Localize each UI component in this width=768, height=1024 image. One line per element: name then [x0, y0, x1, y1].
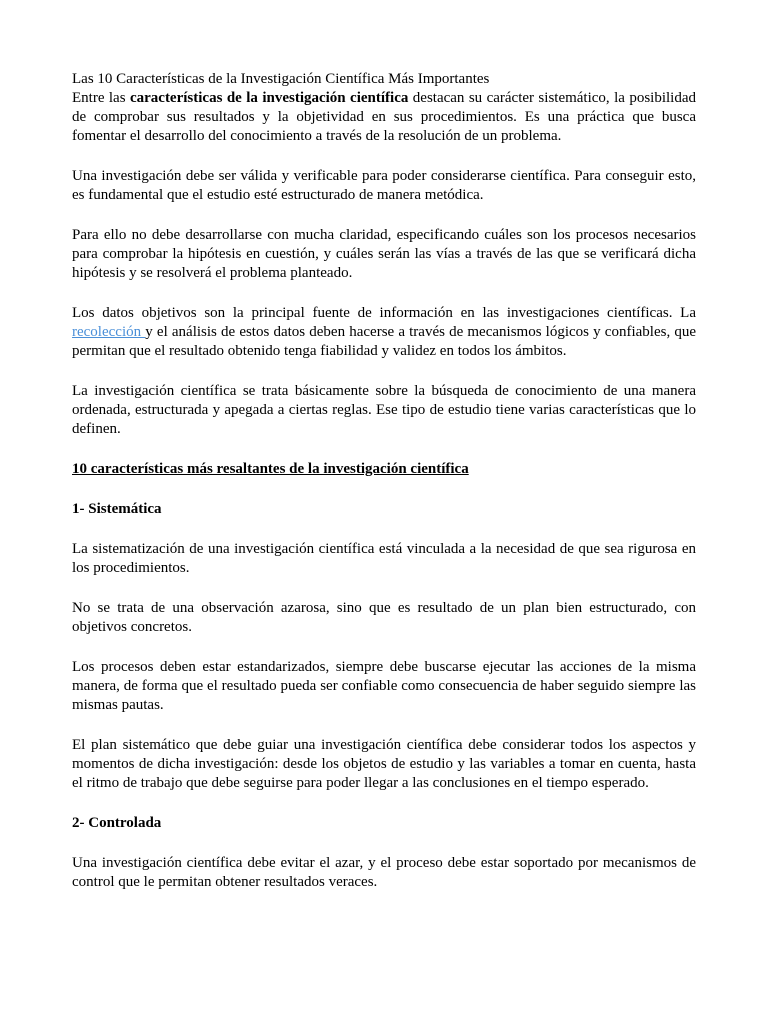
sistematica-paragraph-3: Los procesos deben estar estandarizados, siempre debe buscarse ejecutar las acciones de la misma manera, de forma que el resultado pueda ser confiable como consecuencia de haber seguido siempre las mismas pautas. [72, 659, 696, 713]
paragraph-objective-data [72, 304, 696, 361]
document-title: Las 10 Características de la Investigación Científica Más Importantes [72, 71, 490, 87]
section-heading-sistematica: 1- Sistemática [72, 501, 162, 517]
paragraph-validity: Una investigación debe ser válida y verificable para poder considerarse científica. Para conseguir esto, es fundamental que el estudio esté estructurado de manera metódica. [72, 168, 696, 203]
intro-text-end: destacan su carácter sistemático, la posibilidad de comprobar sus resultados y la objetividad en sus procedimientos. Es una práctica que busca fomentar el desarrollo del conocimiento a través de la resolución de un problema. [72, 90, 696, 144]
intro-bold-term: características de la investigación científica [129, 90, 409, 106]
controlada-paragraph-1: Una investigación científica debe evitar el azar, y el proceso debe estar soportado por mecanismos de control que le permitan obtener resultados veraces. [72, 855, 696, 890]
list-heading: 10 características más resaltantes de la investigación científica [72, 461, 469, 477]
recoleccion-link[interactable]: recolección [72, 324, 146, 340]
intro-paragraph [72, 89, 696, 146]
intro-text-start: Entre las [72, 90, 130, 106]
paragraph-definition: La investigación científica se trata básicamente sobre la búsqueda de conocimiento de una manera ordenada, estructurada y apegada a ciertas reglas. Ese tipo de estudio tiene varias características que lo definen. [72, 383, 696, 437]
section-heading-controlada: 2- Controlada [72, 815, 162, 831]
sistematica-paragraph-1: La sistematización de una investigación científica está vinculada a la necesidad de que sea rigurosa en los procedimientos. [72, 541, 696, 576]
sistematica-paragraph-4: El plan sistemático que debe guiar una investigación científica debe considerar todos los aspectos y momentos de dicha investigación: desde los objetos de estudio y las variables a tomar en cuenta, hasta el ritmo de trabajo que debe seguirse para poder llegar a las conclusiones en el tiempo esperado. [72, 737, 696, 791]
objective-data-text-end: y el análisis de estos datos deben hacerse a través de mecanismos lógicos y confiables, que permitan que el resultado obtenido tenga fiabilidad y validez en todos los ámbitos. [72, 324, 696, 359]
sistematica-paragraph-2: No se trata de una observación azarosa, sino que es resultado de un plan bien estructurado, con objetivos concretos. [72, 600, 696, 635]
objective-data-text-start: Los datos objetivos son la principal fuente de información en las investigaciones científicas. La [72, 305, 696, 321]
paragraph-clarity: Para ello no debe desarrollarse con mucha claridad, especificando cuáles son los procesos necesarios para comprobar la hipótesis en cuestión, y cuáles serán las vías a través de las que se verificará dicha hipótesis y se resolverá el problema planteado. [72, 227, 696, 281]
